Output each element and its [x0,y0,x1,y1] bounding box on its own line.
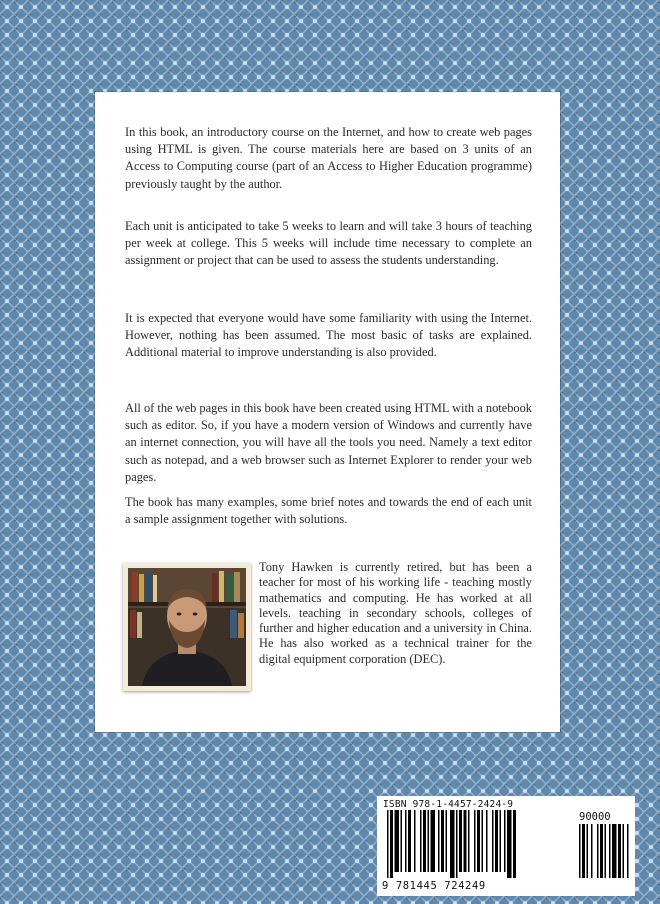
ean-digits: 9 781445 724249 [382,880,486,892]
blurb-paragraph-2: Each unit is anticipated to take 5 weeks to learn and will take 3 hours of teaching per week at college. This 5 weeks will include time necessary to complete an assignment or project that can be used to assess the students understanding. [125,219,532,268]
blurb-paragraph-4: All of the web pages in this book have been created using HTML with a notebook such as editor. So, if you have a modern version of Windows and currently have an internet connection, you will have all the tools you need. Namely a text editor such as notepad, and a web browser such as Internet Explorer to render your web pages. [125,401,532,484]
blurb-paragraph-3: It is expected that everyone would have some familiarity with using the Internet. However, nothing has been assumed. The most basic of tasks are explained. Additional material to improve understanding is also provided. [125,311,532,360]
author-photo [123,563,251,691]
author-portrait-image [128,568,246,686]
back-cover-panel [95,92,560,732]
isbn-barcode [377,796,635,896]
blurb-paragraph-1: In this book, an introductory course on the Internet, and how to create web pages using HTML is given. The course materials here are based on 3 units of an Access to Computing course (part of an Access to Higher Education programme) previously taught by the author. [125,125,532,191]
author-bio: Tony Hawken is currently retired, but has been a teacher for most of his working life - teaching mostly mathematics and computing. He has worked at all levels. teaching in secondary schools, colleges of further and higher education and a university in China. He has also worked as a technical trainer for the digital equipment corporation (DEC). [259,560,532,666]
price-code: 90000 [579,811,611,823]
isbn-label: ISBN 978-1-4457-2424-9 [383,799,514,810]
blurb-paragraph-5: The book has many examples, some brief notes and towards the end of each unit a sample assignment together with solutions. [125,495,532,527]
